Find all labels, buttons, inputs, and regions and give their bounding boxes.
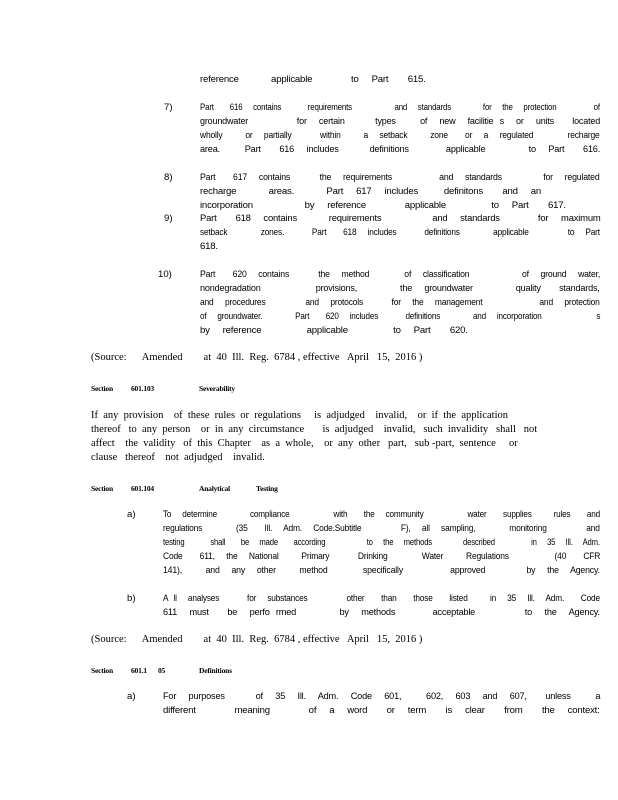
item-text-line: A ll analyses for substances other than those listed in 35 Ill. Adm. Code bbox=[163, 593, 600, 604]
section-number: 601.104 bbox=[131, 484, 154, 493]
item-text-line: 141), and any other method specifically approved by the Agency. bbox=[163, 565, 600, 576]
section-title: Testing bbox=[256, 484, 278, 493]
item-letter: a) bbox=[127, 509, 136, 520]
section-number: 05 bbox=[158, 666, 166, 675]
section-title: Severability bbox=[199, 384, 235, 393]
paragraph-line: clause thereof not adjudged invalid. bbox=[91, 452, 265, 463]
item-letter: a) bbox=[127, 691, 136, 702]
item-text-line: and procedures and protocols for the management and protection bbox=[200, 297, 600, 308]
item-letter: b) bbox=[127, 593, 136, 604]
item-text-line: groundwater for certain types of new facilitie s or units located bbox=[200, 116, 601, 127]
section-label: Section bbox=[91, 666, 113, 675]
item-number: 8) bbox=[164, 172, 173, 183]
source-note: (Source: Amended at 40 Ill. Reg. 6784 , effective April 15, 2016 ) bbox=[91, 352, 423, 363]
item-text-line: Part 620 contains the method of classification of ground water, bbox=[200, 269, 601, 280]
item-text-line: 618. bbox=[200, 241, 218, 252]
item-text-line: different meaning of a word or term is clear from the context: bbox=[163, 705, 600, 716]
item-text-line: area. Part 616 includes definitions applicable to Part 616. bbox=[200, 144, 601, 155]
item-text-line: setback zones. Part 618 includes definitions applicable to Part bbox=[200, 227, 600, 238]
item-text-line: Part 617 contains the requirements and standards for regulated bbox=[200, 172, 600, 183]
continuation-line: reference applicable to Part 615. bbox=[200, 74, 426, 85]
item-text-line: regulations (35 Ill. Adm. Code.Subtitle F), all sampling, monitoring and bbox=[163, 523, 600, 534]
item-text-line: Part 618 contains requirements and standards for maximum bbox=[200, 213, 601, 224]
item-text-line: For purposes of 35 Ill. Adm. Code 601, 602, 603 and 607, unless a bbox=[163, 691, 601, 702]
item-text-line: testing shall be made according to the methods described in 35 Ill. Adm. bbox=[163, 537, 600, 548]
item-text-line: nondegradation provisions, the groundwater quality standards, bbox=[200, 283, 600, 294]
item-text-line: Code 611, the National Primary Drinking Water Regulations (40 CFR bbox=[163, 551, 601, 562]
item-text-line: recharge areas. Part 617 includes definitons and an bbox=[200, 186, 541, 197]
item-text-line: 611 must be perfo rmed by methods acceptable to the Agency. bbox=[163, 607, 600, 618]
item-number: 10) bbox=[158, 269, 172, 280]
item-text-line: incorporation by reference applicable to Part 617. bbox=[200, 200, 566, 211]
paragraph-line: If any provision of these rules or regulations is adjudged invalid, or if the application bbox=[91, 410, 508, 421]
item-text-line: wholly or partially within a setback zone or a regulated recharge bbox=[200, 130, 600, 141]
item-text-line: To determine compliance with the community water supplies rules and bbox=[163, 509, 601, 520]
source-note: (Source: Amended at 40 Ill. Reg. 6784 , effective April 15, 2016 ) bbox=[91, 634, 423, 645]
item-text-line: by reference applicable to Part 620. bbox=[200, 325, 468, 336]
item-number: 9) bbox=[164, 213, 173, 224]
section-title: Definitions bbox=[199, 666, 232, 675]
section-number: 601.103 bbox=[131, 384, 154, 393]
section-label: Section bbox=[91, 384, 113, 393]
section-number: 601.1 bbox=[131, 666, 147, 675]
paragraph-line: affect the validity of this Chapter as a whole, or any other part, sub -part, sentence or bbox=[91, 438, 518, 449]
section-label: Section bbox=[91, 484, 113, 493]
item-text-line: Part 616 contains requirements and standards for the protection of bbox=[200, 102, 600, 113]
item-number: 7) bbox=[164, 102, 173, 113]
section-title: Analytical bbox=[199, 484, 230, 493]
item-text-line: of groundwater. Part 620 includes definitions and incorporation s bbox=[200, 311, 601, 322]
paragraph-line: thereof to any person or in any circumstance is adjudged invalid, such invalidity shall not bbox=[91, 424, 538, 435]
